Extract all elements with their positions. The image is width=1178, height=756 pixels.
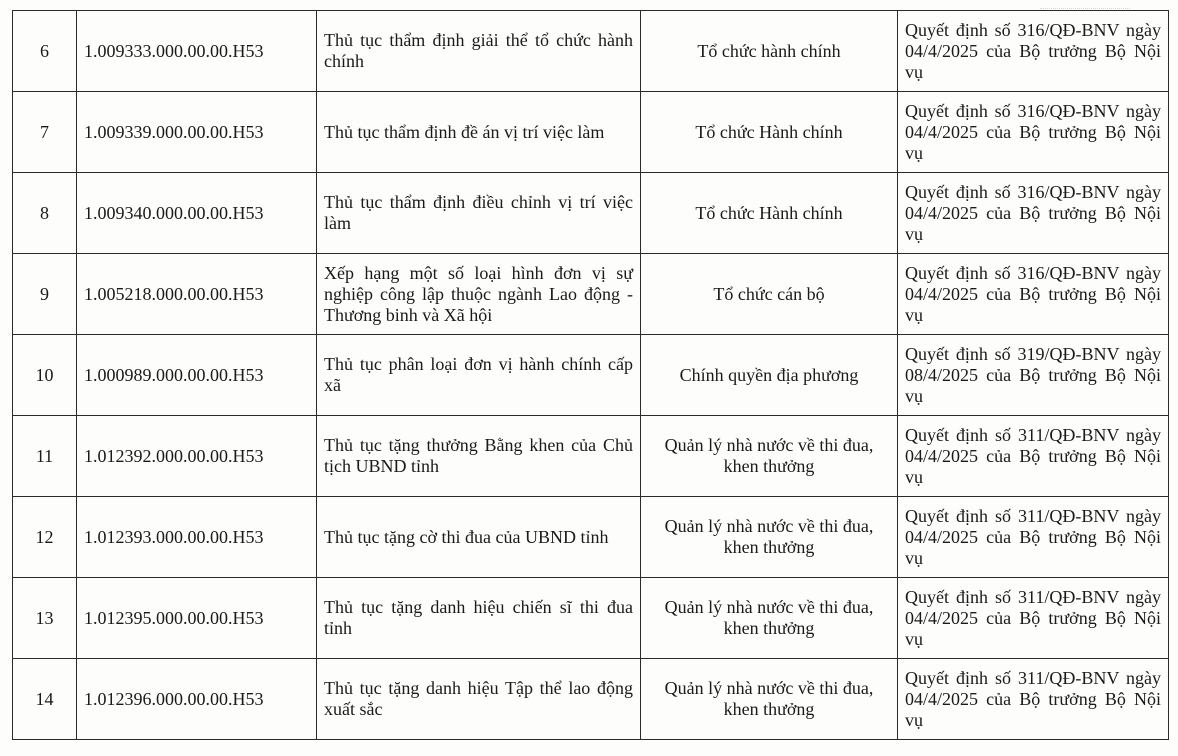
procedure-field: Quản lý nhà nước về thi đua, khen thưởng (641, 659, 898, 740)
procedure-field: Tổ chức hành chính (641, 11, 898, 92)
table-row (13, 254, 1169, 335)
procedure-name: Thủ tục tặng thưởng Bằng khen của Chủ tịch UBND tỉnh (317, 416, 641, 497)
procedure-code: 1.012395.000.00.00.H53 (77, 578, 317, 659)
legal-basis: Quyết định số 311/QĐ-BNV ngày 04/4/2025 của Bộ trưởng Bộ Nội vụ (898, 578, 1169, 659)
procedure-field: Tổ chức cán bộ (641, 254, 898, 335)
row-number: 8 (13, 173, 77, 254)
table-row (13, 497, 1169, 578)
procedure-name: Thủ tục thẩm định đề án vị trí việc làm (317, 92, 641, 173)
table-row (13, 659, 1169, 740)
procedure-field: Quản lý nhà nước về thi đua, khen thưởng (641, 578, 898, 659)
table-row (13, 173, 1169, 254)
procedure-code: 1.012396.000.00.00.H53 (77, 659, 317, 740)
procedure-name: Thủ tục tặng danh hiệu chiến sĩ thi đua tỉnh (317, 578, 641, 659)
procedure-code: 1.009333.000.00.00.H53 (77, 11, 317, 92)
stamp-mark (1040, 0, 1130, 9)
procedure-code: 1.005218.000.00.00.H53 (77, 254, 317, 335)
procedure-code: 1.000989.000.00.00.H53 (77, 335, 317, 416)
row-number: 10 (13, 335, 77, 416)
legal-basis: Quyết định số 316/QĐ-BNV ngày 04/4/2025 của Bộ trưởng Bộ Nội vụ (898, 254, 1169, 335)
procedure-name: Xếp hạng một số loại hình đơn vị sự nghiệp công lập thuộc ngành Lao động - Thương binh và Xã hội (317, 254, 641, 335)
table-row (13, 92, 1169, 173)
row-number: 12 (13, 497, 77, 578)
legal-basis: Quyết định số 316/QĐ-BNV ngày 04/4/2025 của Bộ trưởng Bộ Nội vụ (898, 11, 1169, 92)
procedure-code: 1.009340.000.00.00.H53 (77, 173, 317, 254)
procedure-code: 1.009339.000.00.00.H53 (77, 92, 317, 173)
table-row (13, 578, 1169, 659)
procedure-code: 1.012392.000.00.00.H53 (77, 416, 317, 497)
legal-basis: Quyết định số 311/QĐ-BNV ngày 04/4/2025 của Bộ trưởng Bộ Nội vụ (898, 659, 1169, 740)
legal-basis: Quyết định số 316/QĐ-BNV ngày 04/4/2025 của Bộ trưởng Bộ Nội vụ (898, 92, 1169, 173)
procedure-field: Quản lý nhà nước về thi đua, khen thưởng (641, 497, 898, 578)
table-row (13, 416, 1169, 497)
row-number: 9 (13, 254, 77, 335)
procedure-name: Thủ tục tặng cờ thi đua của UBND tỉnh (317, 497, 641, 578)
legal-basis: Quyết định số 316/QĐ-BNV ngày 04/4/2025 của Bộ trưởng Bộ Nội vụ (898, 173, 1169, 254)
legal-basis: Quyết định số 311/QĐ-BNV ngày 04/4/2025 của Bộ trưởng Bộ Nội vụ (898, 497, 1169, 578)
row-number: 14 (13, 659, 77, 740)
procedures-table (12, 10, 1169, 740)
legal-basis: Quyết định số 319/QĐ-BNV ngày 08/4/2025 của Bộ trưởng Bộ Nội vụ (898, 335, 1169, 416)
procedure-name: Thủ tục phân loại đơn vị hành chính cấp xã (317, 335, 641, 416)
procedure-name: Thủ tục thẩm định điều chỉnh vị trí việc làm (317, 173, 641, 254)
procedure-field: Chính quyền địa phương (641, 335, 898, 416)
procedure-code: 1.012393.000.00.00.H53 (77, 497, 317, 578)
procedure-name: Thủ tục tặng danh hiệu Tập thể lao động xuất sắc (317, 659, 641, 740)
procedure-field: Tổ chức Hành chính (641, 173, 898, 254)
table-row (13, 11, 1169, 92)
procedure-field: Tổ chức Hành chính (641, 92, 898, 173)
row-number: 13 (13, 578, 77, 659)
row-number: 11 (13, 416, 77, 497)
table-row (13, 335, 1169, 416)
procedure-field: Quản lý nhà nước về thi đua, khen thưởng (641, 416, 898, 497)
row-number: 7 (13, 92, 77, 173)
legal-basis: Quyết định số 311/QĐ-BNV ngày 04/4/2025 của Bộ trưởng Bộ Nội vụ (898, 416, 1169, 497)
row-number: 6 (13, 11, 77, 92)
procedure-name: Thủ tục thẩm định giải thể tổ chức hành chính (317, 11, 641, 92)
